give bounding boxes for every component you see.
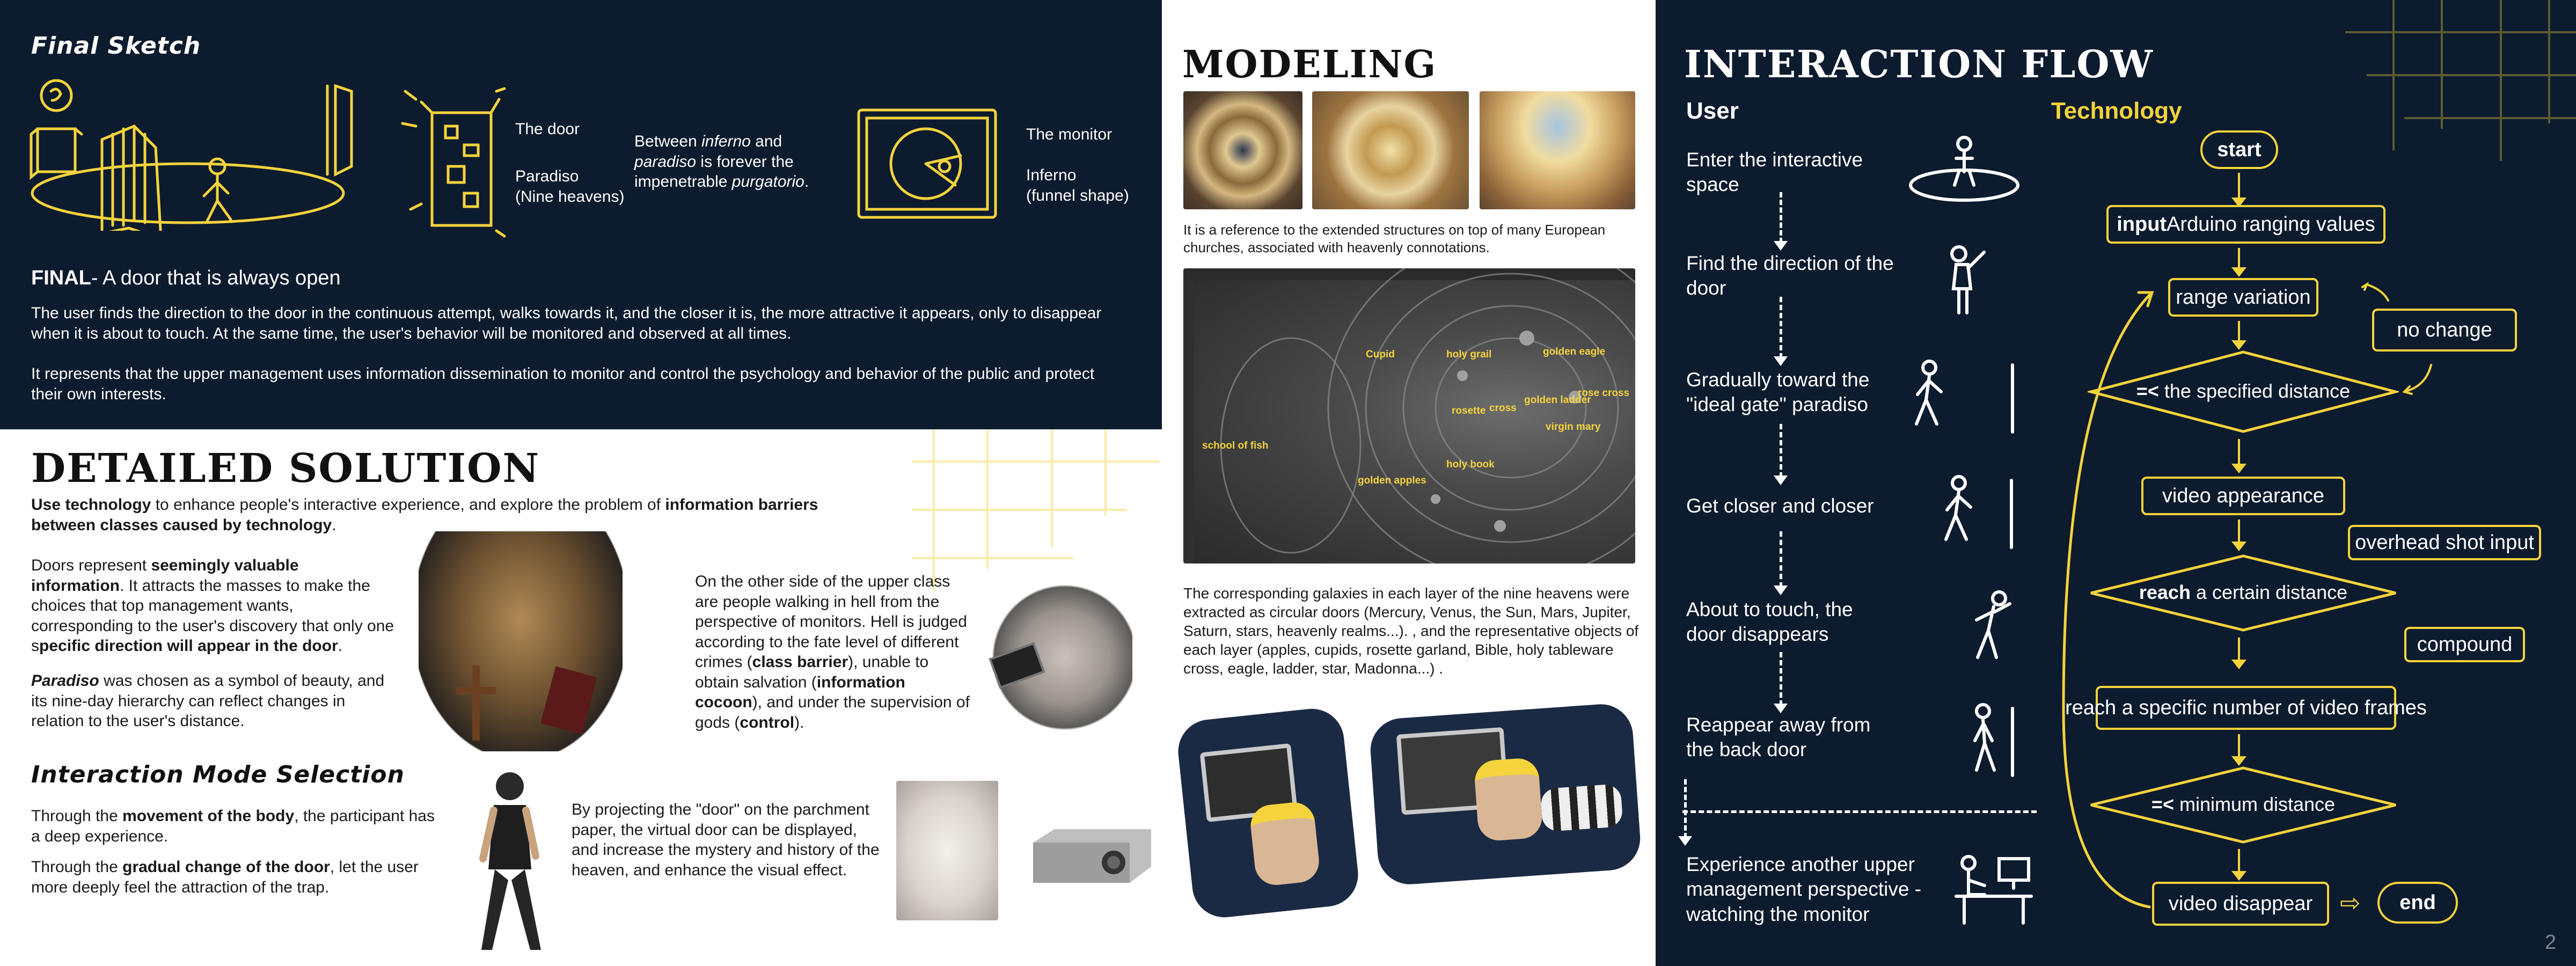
- user-arrow-3: [1780, 424, 1782, 478]
- overhead-shot-node: overhead shot input: [2348, 525, 2541, 560]
- video-appearance-node: video appearance: [2141, 477, 2345, 515]
- no-change-arrows: [2351, 279, 2442, 397]
- hand-shape-1: [1249, 800, 1321, 887]
- blender-scene-screenshot: [1183, 268, 1635, 564]
- user-arrow-4: [1780, 531, 1782, 588]
- dome-photo-2: [1312, 91, 1469, 209]
- parchment-image: [896, 781, 998, 920]
- reaching-person-icon: [1967, 590, 2015, 663]
- no-change-node: no change: [2372, 309, 2517, 352]
- final-para-1: The user finds the direction to the door in the continuous attempt, walks towards it, and the closer it is, the more attractive it appears, only to disappear when it is about to touch. At the same time, the user's behavior will be monitored and observed at all times.: [31, 304, 1102, 342]
- flow-grid-decoration: [2324, 0, 2576, 161]
- scene-label-school-of-fish: school of fish: [1202, 440, 1269, 451]
- hand-shape-2: [1474, 757, 1543, 842]
- scene-label-cross: cross: [1489, 402, 1517, 414]
- user-header: User: [1686, 98, 1739, 124]
- video-disappear-node: video disappear: [2152, 882, 2329, 926]
- scene-label-golden-eagle: golden eagle: [1543, 346, 1606, 357]
- hands-laptop-photo-2: [1368, 702, 1642, 886]
- scene-label-rose-cross: rose cross: [1578, 387, 1630, 399]
- user-step-5: About to touch, the door disappears: [1686, 598, 1853, 646]
- modeling-title: MODELING: [1182, 42, 1437, 86]
- scene-label-golden-ladder: golden ladder: [1524, 394, 1591, 406]
- monitor-shape: [989, 642, 1045, 689]
- modeling-reference-text: It is a reference to the extended structures on top of many European churches, associated with heavenly connotations.: [1183, 222, 1606, 255]
- user-step-1: Enter the interactive space: [1686, 149, 1863, 196]
- paradiso-label: Paradiso (Nine heavens): [515, 167, 625, 206]
- user-step-2: Find the direction of the door: [1686, 252, 1894, 299]
- other-side-paragraph: On the other side of the upper class are people walking in hell from the perspective of monitors. Hell is judged according to the fate level of different crimes (class barrier), unable to obtain salvation (information cocoon), and under the supervision of gods (control).: [695, 573, 970, 731]
- flow-arrow-3: [2238, 321, 2240, 342]
- flow-arrow-8: [2238, 849, 2240, 873]
- detailed-intro: Use technology to enhance people's interactive experience, and explore the problem of information barriers between classes caused by technology.: [31, 496, 818, 534]
- specified-rest: the specified distance: [2158, 380, 2351, 402]
- user-step-3: Gradually toward the "ideal gate" paradiso: [1686, 369, 1870, 416]
- arm-shape-2: [1540, 784, 1623, 832]
- video-frames-node: reach a specific number of video frames: [2096, 686, 2396, 730]
- inferno-label: Inferno (funnel shape): [1026, 166, 1129, 204]
- gradual-paragraph: Through the gradual change of the door, let the user more deeply feel the attraction of the trap.: [31, 858, 419, 896]
- user-step-6: Reappear away from the back door: [1686, 714, 1871, 761]
- user-arrow-1: [1780, 192, 1782, 243]
- desk-monitor-icon: [1953, 853, 2034, 926]
- user-step-7: Experience another upper management perspective - watching the monitor: [1686, 853, 1922, 925]
- input-node: [2106, 205, 2385, 244]
- input-bold: input: [2117, 213, 2167, 236]
- angel-monitor-image: [982, 580, 1132, 735]
- scene-label-holy-grail: holy grail: [1446, 349, 1492, 360]
- projector-image: [1028, 824, 1157, 888]
- monitor-label: The monitor: [1026, 126, 1113, 143]
- specified-bold: =<: [2136, 380, 2159, 402]
- flow-arrow-5: [2238, 519, 2240, 544]
- final-text: - A door that is always open: [91, 267, 341, 289]
- return-dashed-line: [1682, 810, 2037, 813]
- loop-back-curve: [2042, 279, 2165, 923]
- user-arrow-5: [1780, 652, 1782, 706]
- start-node: start: [2200, 130, 2278, 169]
- scene-label-cupid: Cupid: [1366, 349, 1395, 360]
- paradiso-collage-image: [419, 531, 623, 751]
- pointing-person-icon: [1943, 244, 1991, 317]
- end-node: end: [2377, 882, 2458, 924]
- min-bold: =<: [2151, 793, 2174, 815]
- scene-rings: [1183, 268, 1635, 564]
- dome-photo-1: [1183, 91, 1302, 209]
- min-rest: minimum distance: [2174, 793, 2336, 815]
- yellow-grid-decoration: [912, 429, 1159, 590]
- door-label: The door: [515, 120, 580, 138]
- between-text: Between inferno and paradiso is forever the impenetrable purgatorio.: [634, 133, 809, 191]
- scene-label-golden-apples: golden apples: [1358, 475, 1426, 486]
- flow-arrow-1: [2238, 173, 2240, 200]
- walking-toward-icon-2: [1943, 475, 2023, 550]
- reach-bold: reach: [2139, 581, 2191, 603]
- interaction-mode-title: Interaction Mode Selection: [31, 761, 405, 788]
- walking-toward-icon-1: [1913, 360, 2021, 435]
- final-bold: FINAL: [31, 267, 91, 289]
- dome-photo-3: [1480, 91, 1635, 209]
- hands-laptop-photo-1: [1175, 706, 1362, 920]
- galaxies-text: The corresponding galaxies in each layer of the nine heavens were extracted as circular doors (Mercury, Venus, the Sun, Mars, Jupiter, Saturn, stars, heavenly realms...). , and the representative objects of each layer (apples, cupids, rosette garland, Bible, holy tableware cross, eagle, ladder, star, Madonna...) .: [1183, 585, 1639, 677]
- door-paradiso-sketch: [400, 86, 507, 241]
- flow-arrow-4: [2238, 439, 2240, 466]
- detailed-solution-title: DETAILED SOLUTION: [31, 445, 540, 492]
- range-variation-node: range variation: [2168, 278, 2318, 317]
- walking-person-image: [462, 762, 558, 961]
- walking-away-icon: [1959, 703, 2023, 778]
- to-end-arrow: ⇨: [2340, 889, 2361, 917]
- flow-arrow-6: [2238, 638, 2240, 662]
- return-arrow: [1684, 779, 1687, 838]
- interaction-flow-title: INTERACTION FLOW: [1684, 42, 2154, 86]
- flow-arrow-7: [2238, 734, 2240, 758]
- doors-paragraph: Doors represent seemingly valuable information. It attracts the masses to make the choices that top management wants, corresponding to the user's discovery that only one specific direction will appear in the door.: [31, 557, 394, 655]
- technology-header: Technology: [2051, 98, 2182, 124]
- reach-rest: a certain distance: [2190, 581, 2348, 603]
- final-sketch-title: Final Sketch: [31, 32, 201, 60]
- final-para-2: It represents that the upper management uses information dissemination to monitor and control the psychology and behavior of the public and protect their own interests.: [31, 365, 1095, 403]
- input-rest: Arduino ranging values: [2167, 213, 2375, 236]
- compound-node: compound: [2404, 627, 2525, 662]
- page-number: 2: [2545, 931, 2557, 954]
- door-sketch-illustration: [27, 75, 360, 231]
- flow-arrow-2: [2238, 248, 2240, 269]
- scene-label-virgin-mary: virgin mary: [1546, 421, 1601, 433]
- platform-person-icon: [1908, 134, 2021, 204]
- scene-label-holy-book: holy book: [1446, 459, 1495, 470]
- user-step-4: Get closer and closer: [1686, 495, 1874, 517]
- user-arrow-2: [1780, 297, 1782, 358]
- movement-paragraph: Through the movement of the body, the participant has a deep experience.: [31, 807, 435, 845]
- projecting-paragraph: By projecting the "door" on the parchment paper, the virtual door can be displayed, and increase the mystery and history of the heaven, and enhance the visual effect.: [572, 801, 880, 879]
- paradiso-paragraph: Paradiso was chosen as a symbol of beauty, and its nine-day hierarchy can reflect changes in relation to the user's distance.: [31, 672, 385, 730]
- scene-label-rosette: rosette: [1452, 405, 1486, 416]
- monitor-sketch: [856, 105, 1001, 228]
- cross-shape: [472, 665, 480, 741]
- cross-bar: [456, 687, 496, 694]
- final-heading: [31, 266, 341, 291]
- book-shape: [540, 667, 597, 735]
